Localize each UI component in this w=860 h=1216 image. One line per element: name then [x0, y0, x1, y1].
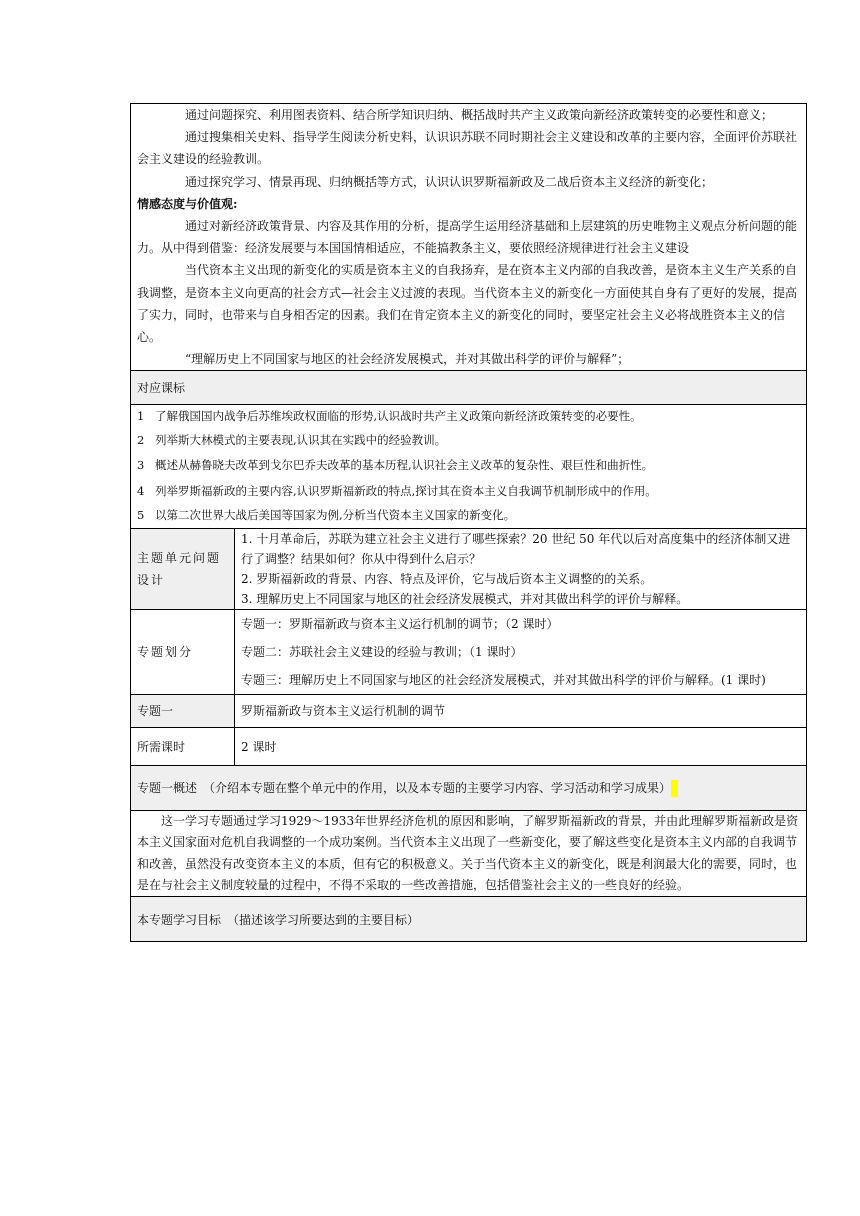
values-heading: 情感态度与价值观: [137, 196, 238, 211]
standard-item [137, 478, 800, 504]
overview-text-row [131, 810, 807, 896]
overview-header-row [131, 765, 807, 810]
standard-num: 1 [137, 409, 145, 424]
topic-item-1: 专题一：罗斯福新政与资本主义运行机制的调节；（2 课时） [241, 616, 559, 631]
standard-num: 4 [137, 484, 145, 499]
standard-text: 列举斯大林模式的主要表现,认识其在实践中的经验教训。 [155, 432, 447, 447]
question-1: 1. 十月革命后，苏联为建立社会主义进行了哪些探索？20 世纪 50 年代以后对高度集中的经济体制又进行了调整？结果如何？你从中得到什么启示？ [241, 531, 791, 566]
question-2: 2. 罗斯福新政的背景、内容、特点及评价，它与战后资本主义调整的的关系。 [241, 571, 653, 586]
topics-label: 专题划分 [131, 609, 235, 694]
hours-label: 所需课时 [131, 727, 235, 765]
questions-row [131, 528, 807, 609]
intro-para-1: 通过问题探究、利用图表资料、结合所学知识归纳、概括战时共产主义政策向新经济政策转变的必要性和意义； [185, 108, 774, 122]
questions-label-line-2: 设计 [137, 572, 166, 587]
standard-num: 5 [137, 508, 145, 523]
topic1-value: 罗斯福新政与资本主义运行机制的调节 [235, 694, 807, 727]
highlight-mark [671, 780, 678, 797]
standards-header: 对应课标 [131, 371, 807, 405]
goals-header: 本专题学习目标 （描述该学习所要达到的主要目标） [131, 897, 807, 942]
topic1-label: 专题一 [131, 694, 235, 727]
goals-header-row [131, 897, 807, 942]
standard-item [137, 429, 800, 453]
standards-list-row [131, 405, 807, 529]
questions-label [131, 528, 235, 609]
standard-num: 3 [137, 458, 145, 473]
values-para-1: 通过对新经济政策背景、内容及其作用的分析，提高学生运用经济基础和上层建筑的历史唯物主义观点分析问题的能力。从中得到借鉴：经济发展要与本国国情相适应，不能搞教条主义，要依照经济规律进行社会主义建设 [137, 219, 798, 256]
values-para-2: 当代资本主义出现的新变化的实质是资本主义的自我扬弃，是在资本主义内部的自我改善，是资本主义生产关系的自我调整，是资本主义向更高的社会方式—社会主义过渡的表现。当代资本主义的新变化一方面使其自身有了更好的发展，提高了实力，同时，也带来与自身相否定的因素。我们在肯定资本主义的新变化的同时，要坚定社会主义必将战胜资本主义的信心。 [137, 263, 798, 345]
topic-item-3: 专题三：理解历史上不同国家与地区的社会经济发展模式，并对其做出科学的评价与解释。(1 课时) [241, 672, 766, 687]
questions-label-line-1: 主题单元问题 [137, 550, 222, 565]
intro-para-2: 通过搜集相关史料、指导学生阅读分析史料，认识识苏联不同时期社会主义建设和改革的主要内容，全面评价苏联社会主义建设的经验教训。 [137, 130, 798, 167]
hours-value: 2 课时 [235, 727, 807, 765]
standard-text: 了解俄国国内战争后苏维埃政权面临的形势,认识战时共产主义政策向新经济政策转变的必要性。 [155, 409, 642, 424]
topics-cell [235, 609, 807, 694]
intro-row [131, 104, 807, 371]
standard-item [137, 452, 800, 478]
overview-text: 这一学习专题通过学习1929～1933年世界经济危机的原因和影响，了解罗斯福新政的背景，并由此理解罗斯福新政是资本主义国家面对危机自我调整的一个成功案例。当代资本主义出现了一些新变化，要了解这些变化是资本主义内部的自我调节和改善，虽然没有改变资本主义的本质，但有它的积极意义。关于当代资本主义的新变化，既是利润最大化的需要，同时，也是在与社会主义制度较量的过程中，不得不采取的一些改善措施，包括借鉴社会主义的一些良好的经验。 [137, 813, 799, 892]
hours-row [131, 727, 807, 765]
standards-header-row [131, 371, 807, 405]
lesson-plan-table [130, 103, 807, 942]
topic1-row [131, 694, 807, 727]
standard-text: 以第二次世界大战后美国等国家为例,分析当代资本主义国家的新变化。 [155, 508, 516, 523]
standard-num: 2 [137, 432, 145, 447]
question-3: 3. 理解历史上不同国家与地区的社会经济发展模式，并对其做出科学的评价与解释。 [241, 591, 689, 606]
topic-item-2: 专题二：苏联社会主义建设的经验与教训；（1 课时） [241, 644, 523, 659]
standard-item [137, 405, 800, 429]
topics-row [131, 609, 807, 694]
standard-item [137, 504, 800, 528]
overview-text-cell [131, 810, 807, 896]
intro-para-3: 通过探究学习、情景再现、归纳概括等方式，认识认识罗斯福新政及二战后资本主义经济的新变化； [185, 174, 714, 189]
standard-text: 概述从赫鲁晓夫改革到戈尔巴乔夫改革的基本历程,认识社会主义改革的复杂性、艰巨性和曲折性。 [155, 458, 654, 473]
standards-list [131, 405, 807, 529]
intro-cell [131, 104, 807, 371]
questions-cell [235, 528, 807, 609]
overview-header-cell [131, 765, 807, 810]
overview-header: 专题一概述 （介绍本专题在整个单元中的作用，以及本专题的主要学习内容、学习活动和学习成果） [137, 780, 672, 795]
quote-para: “理解历史上不同国家与地区的社会经济发展模式，并对其做出科学的评价与解释”； [185, 352, 630, 367]
lesson-plan-page [130, 103, 806, 942]
standard-text: 列举罗斯福新政的主要内容,认识罗斯福新政的特点,探讨其在资本主义自我调节机制形成中的作用。 [155, 484, 657, 499]
